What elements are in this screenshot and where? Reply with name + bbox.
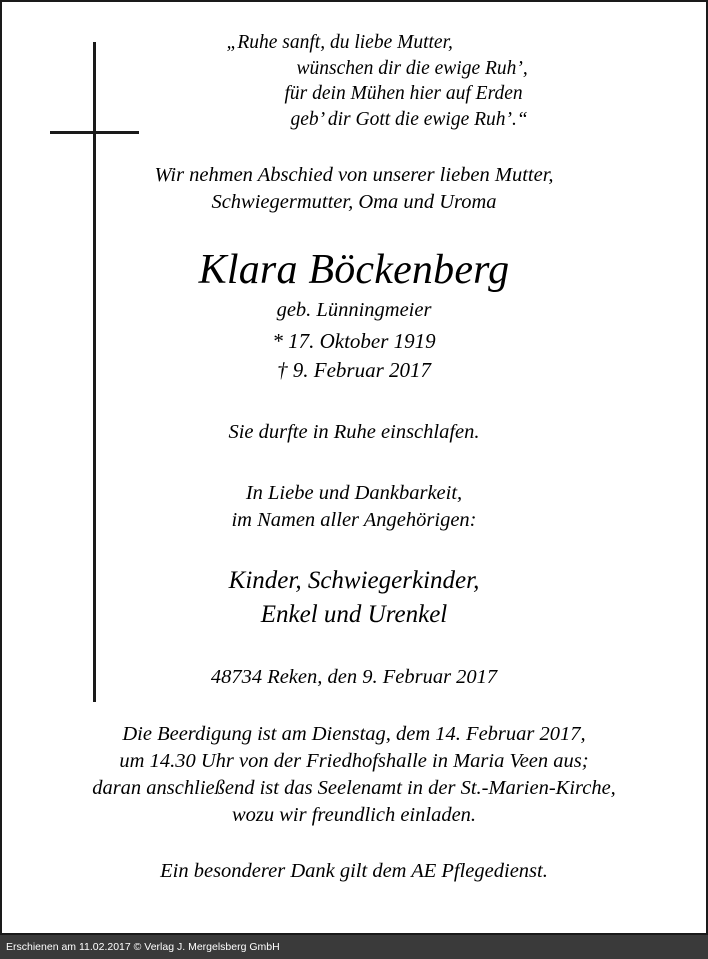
family-line-2: Enkel und Urenkel [260,601,448,628]
in-love-line-2: im Namen aller Angehörigen: [231,509,477,531]
obituary-text-column [2,30,706,885]
verse-line-2: wünschen dir die ewige Ruh’, [296,57,528,79]
in-love-line-1: In Liebe und Dankbarkeit, [245,482,463,504]
farewell-line-1: Wir nehmen Abschied von unserer lieben Mutter, [154,164,554,186]
deceased-dates [2,327,706,385]
farewell-statement [2,162,706,216]
place-and-date: 48734 Reken, den 9. Februar 2017 [210,666,498,688]
funeral-line-2: um 14.30 Uhr von der Friedhofshalle in Maria Veen aus; [119,750,589,772]
in-love-statement [2,480,706,534]
memorial-verse [52,30,657,132]
obituary-content [2,2,706,933]
publication-footer: Erschienen am 11.02.2017 © Verlag J. Mergelsberg GmbH [0,935,708,959]
special-thanks: Ein besonderer Dank gilt dem AE Pflegedienst. [160,860,548,882]
birth-date: * 17. Oktober 1919 [272,329,436,353]
deceased-maiden-name: geb. Lünningmeier [276,299,432,321]
funeral-details [2,721,706,829]
deceased-name: Klara Böckenberg [198,247,510,293]
family-line-1: Kinder, Schwiegerkinder, [228,567,480,594]
verse-line-4: geb’ dir Gott die ewige Ruh’.“ [290,108,528,130]
funeral-line-4: wozu wir freundlich einladen. [231,804,477,826]
passing-sentence: Sie durfte in Ruhe einschlafen. [228,421,480,443]
verse-line-1: „Ruhe sanft, du liebe Mutter, [226,32,453,53]
death-date: † 9. Februar 2017 [277,358,431,382]
funeral-line-1: Die Beerdigung ist am Dienstag, dem 14. Februar 2017, [122,723,586,745]
funeral-line-3: daran anschließend ist das Seelenamt in der St.-Marien-Kirche, [92,777,616,799]
family-members [2,564,706,632]
farewell-line-2: Schwiegermutter, Oma und Uroma [211,191,497,213]
verse-line-3: für dein Mühen hier auf Erden [284,83,523,104]
